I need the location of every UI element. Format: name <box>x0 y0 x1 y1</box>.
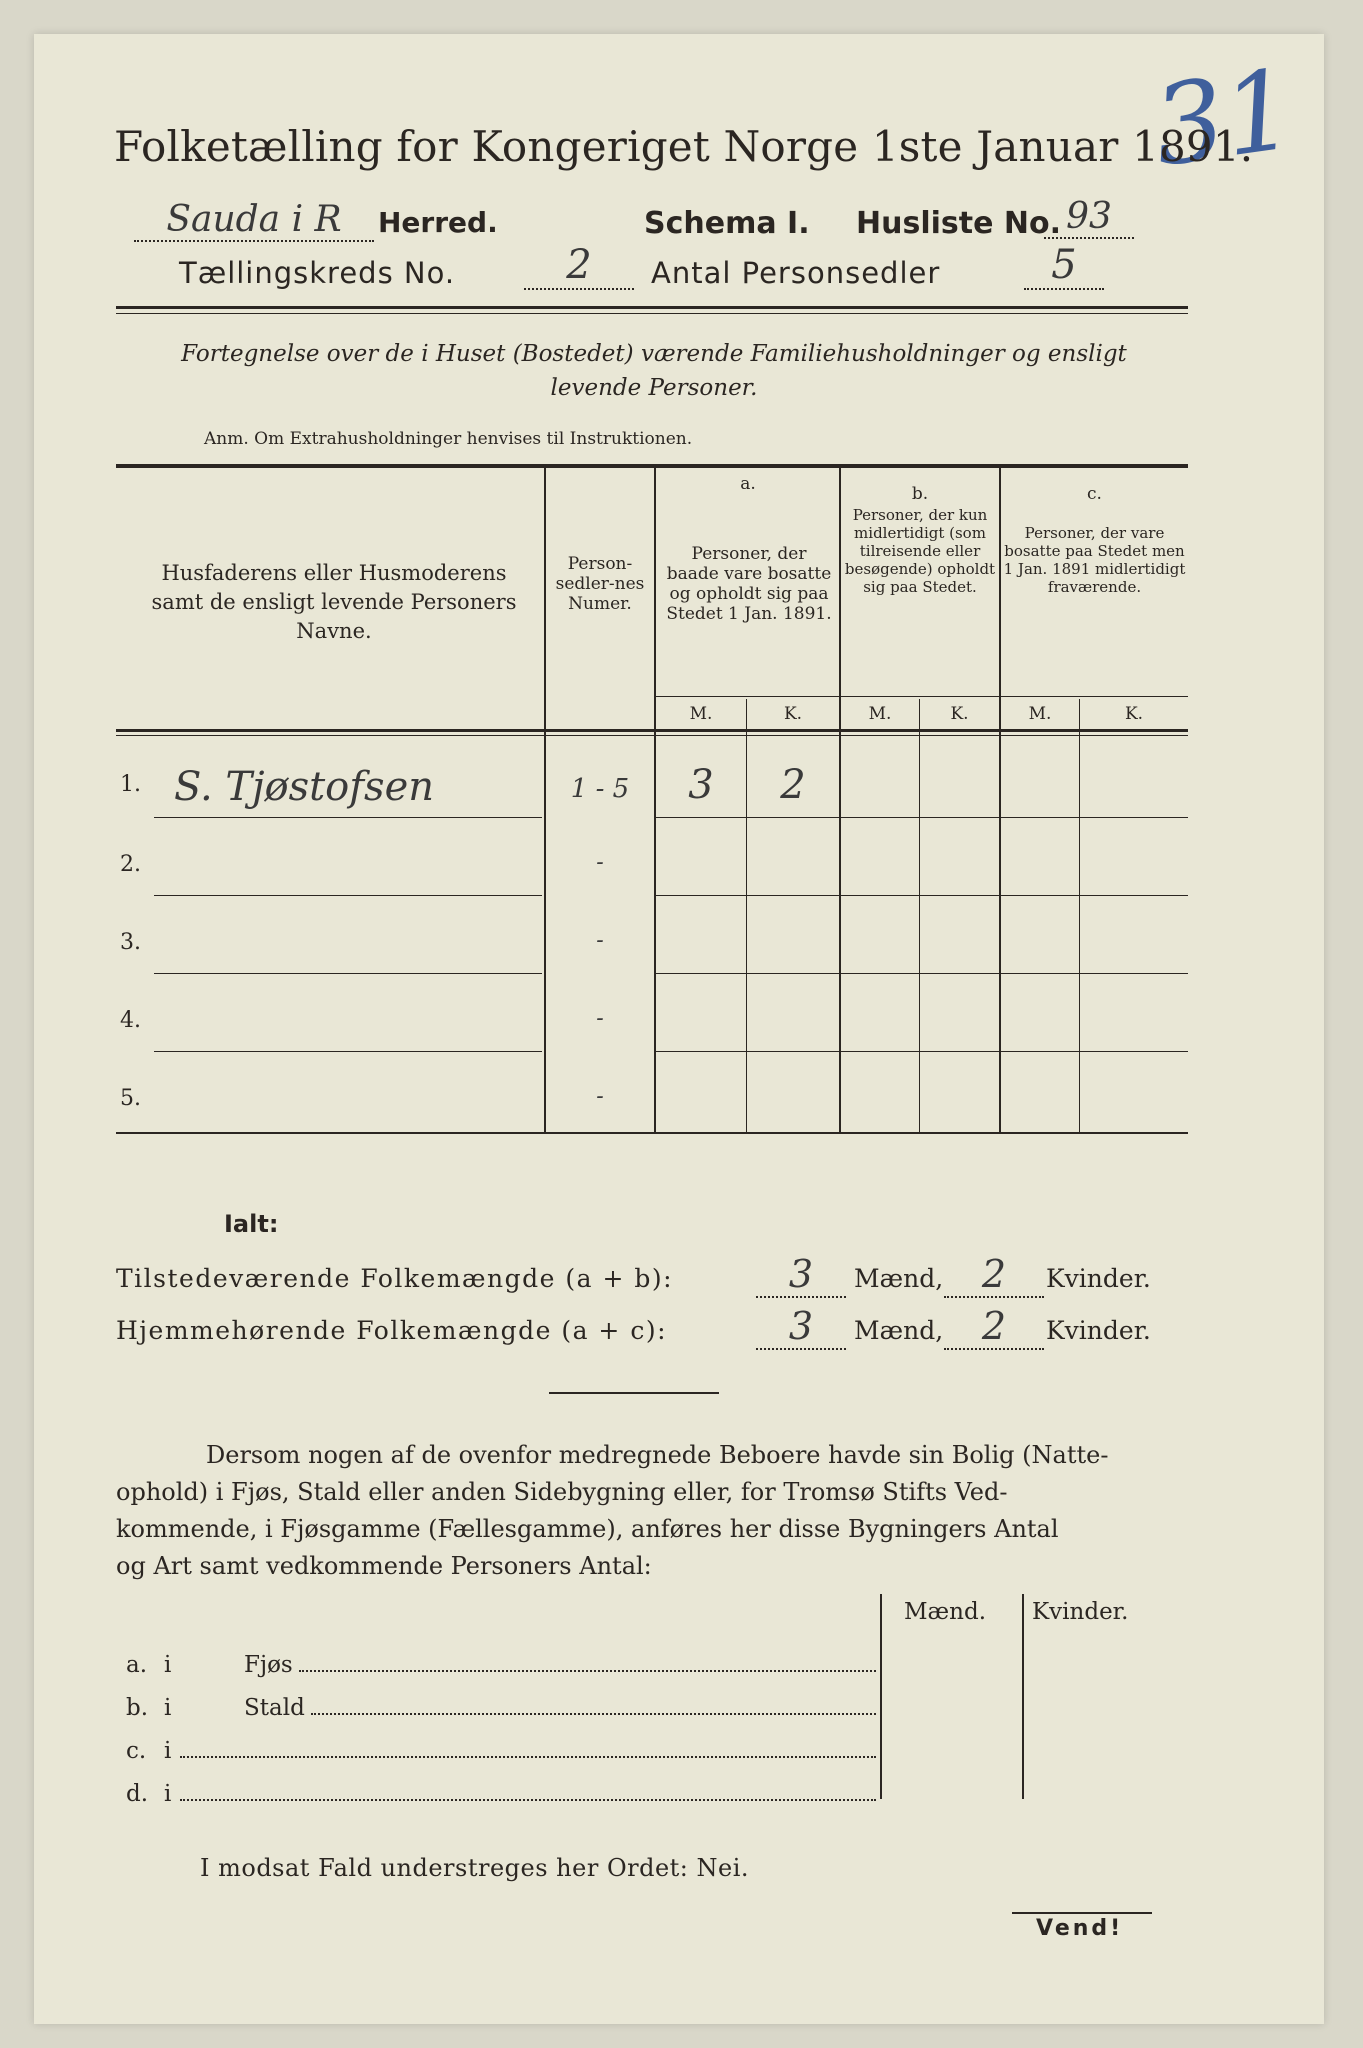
paragraph-line: ophold) i Fjøs, Stald eller anden Sidebygning eller, for Tromsø Stifts Ved- <box>116 1478 1008 1506</box>
dotted-leader <box>311 1693 876 1715</box>
buildings-kvinder-header: Kvinder. <box>1032 1599 1129 1625</box>
tilstede-kvinder-label: Kvinder. <box>1046 1264 1151 1293</box>
row-line <box>154 895 542 896</box>
row-number: 2. <box>120 852 141 877</box>
subtitle-line-2: levende Personer. <box>550 375 758 401</box>
count-a-m: 3 <box>688 762 714 808</box>
subtitle-line-1: Fortegnelse over de i Huset (Bostedet) værende Familiehusholdninger og ensligt <box>181 341 1127 367</box>
col-b-k: K. <box>950 704 969 724</box>
table-header-rule-thin <box>116 735 1188 736</box>
col-b-letter: b. <box>911 484 929 504</box>
col-c-k: K. <box>1124 704 1144 724</box>
row-line <box>656 895 1188 896</box>
personsedler-label: Antal Personsedler <box>651 256 941 290</box>
building-i: i <box>164 1695 172 1721</box>
herred-value: Sauda i R <box>134 199 374 242</box>
col-divider-mk <box>919 699 920 1132</box>
buildings-divider <box>880 1594 882 1799</box>
building-row <box>126 1644 876 1687</box>
hjemme-maend-value: 3 <box>756 1304 846 1350</box>
personsedler-numer: - <box>596 1006 604 1031</box>
table-bottom-rule <box>116 1132 1188 1134</box>
col-divider <box>839 468 841 1132</box>
building-letter: c. <box>126 1738 147 1764</box>
hjemme-kvinder-label: Kvinder. <box>1046 1316 1151 1345</box>
hjemme-kvinder-value: 2 <box>944 1304 1044 1350</box>
kreds-value: 2 <box>524 242 634 290</box>
building-label: Stald <box>244 1695 305 1721</box>
building-letter: b. <box>126 1695 149 1721</box>
hjemme-maend-label: Mænd, <box>854 1316 944 1345</box>
modsat-text: I modsat Fald understreges her Ordet: Nei. <box>200 1854 750 1882</box>
vend-text: Vend! <box>1036 1916 1124 1941</box>
personsedler-numer: - <box>596 1084 604 1109</box>
personsedler-value: 5 <box>1024 242 1104 290</box>
building-i: i <box>164 1738 172 1764</box>
husliste-label: Husliste No. <box>856 206 1061 241</box>
tilstede-maend-label: Mænd, <box>854 1264 944 1293</box>
col-b-header: Personer, der kun midlertidigt (som tilreisende eller besøgende) opholdt sig paa Stedet. <box>844 506 996 596</box>
personsedler-numer: - <box>596 850 604 875</box>
table-top-rule <box>116 464 1188 468</box>
row-number: 4. <box>120 1008 141 1033</box>
col-divider-mk <box>1079 699 1080 1132</box>
sidebuilding-paragraph <box>116 1437 1191 1585</box>
buildings-list <box>126 1644 876 1816</box>
buildings-divider <box>1022 1594 1024 1799</box>
row-line <box>154 817 542 818</box>
dotted-leader <box>180 1736 876 1758</box>
paragraph-line: Dersom nogen af de ovenfor medregnede Beboere havde sin Bolig (Natte- <box>206 1441 1109 1469</box>
building-i: i <box>164 1781 172 1807</box>
mk-header-rule <box>656 696 1188 697</box>
tilstede-label: Tilstedeværende Folkemængde (a + b): <box>116 1264 674 1293</box>
row-line <box>154 973 542 974</box>
col-c-header: Personer, der vare bosatte paa Stedet men 1 Jan. 1891 midlertidigt fraværende. <box>1003 524 1186 596</box>
herred-label: Herred. <box>378 206 498 239</box>
row-line <box>656 1051 1188 1052</box>
dotted-leader <box>180 1779 876 1801</box>
building-row <box>126 1773 876 1816</box>
col-numer-header: Person-sedler-nes Numer. <box>555 554 645 614</box>
paragraph-line: kommende, i Fjøsgamme (Fællesgamme), anføres her disse Bygningers Antal <box>116 1515 1059 1543</box>
col-a-header: Personer, der baade vare bosatte og opholdt sig paa Stedet 1 Jan. 1891. <box>666 544 832 624</box>
table-header-rule <box>116 729 1188 732</box>
household-name: S. Tjøstofsen <box>174 764 435 810</box>
hjemme-label: Hjemmehørende Folkemængde (a + c): <box>116 1316 667 1345</box>
col-divider <box>999 468 1001 1132</box>
page-number: 31 <box>1145 44 1303 192</box>
row-number: 3. <box>120 930 141 955</box>
note: Anm. Om Extrahusholdninger henvises til Instruktionen. <box>204 429 693 449</box>
building-row <box>126 1687 876 1730</box>
section-divider <box>549 1392 719 1394</box>
row-line <box>154 1051 542 1052</box>
col-b-m: M. <box>868 704 892 724</box>
personsedler-numer: 1 - 5 <box>570 774 630 804</box>
tilstede-maend-value: 3 <box>756 1252 846 1298</box>
row-number: 5. <box>120 1086 141 1111</box>
header-rule-thin <box>116 313 1188 314</box>
form-title: Folketælling for Kongeriget Norge 1ste Januar 1891. <box>114 122 1254 171</box>
header-rule <box>116 306 1188 309</box>
col-a-k: K. <box>783 704 803 724</box>
count-a-k: 2 <box>780 762 806 808</box>
col-a-letter: a. <box>740 474 756 494</box>
row-line <box>656 817 1188 818</box>
paragraph-line: og Art samt vedkommende Personers Antal: <box>116 1552 652 1580</box>
schema-label: Schema I. <box>644 206 810 241</box>
kreds-label: Tællingskreds No. <box>179 256 456 290</box>
col-divider <box>544 468 546 1132</box>
col-a-m: M. <box>689 704 713 724</box>
buildings-maend-header: Mænd. <box>904 1599 987 1625</box>
dotted-leader <box>299 1650 876 1672</box>
row-line <box>656 973 1188 974</box>
ialt-label: Ialt: <box>224 1210 279 1238</box>
building-label: Fjøs <box>244 1652 293 1678</box>
subtitle <box>114 337 1194 405</box>
col-c-letter: c. <box>1087 484 1102 504</box>
tilstede-kvinder-value: 2 <box>944 1252 1044 1298</box>
row-number: 1. <box>120 772 141 797</box>
col-c-m: M. <box>1028 704 1052 724</box>
husliste-value: 93 <box>1044 196 1134 239</box>
building-row <box>126 1730 876 1773</box>
vend-rule <box>1012 1912 1152 1914</box>
census-form-sheet <box>34 34 1324 2024</box>
col-names-header: Husfaderens eller Husmoderens samt de ensligt levende Personers Navne. <box>151 561 517 643</box>
building-letter: a. <box>126 1652 148 1678</box>
building-i: i <box>164 1652 172 1678</box>
personsedler-numer: - <box>596 928 604 953</box>
building-letter: d. <box>126 1781 149 1807</box>
